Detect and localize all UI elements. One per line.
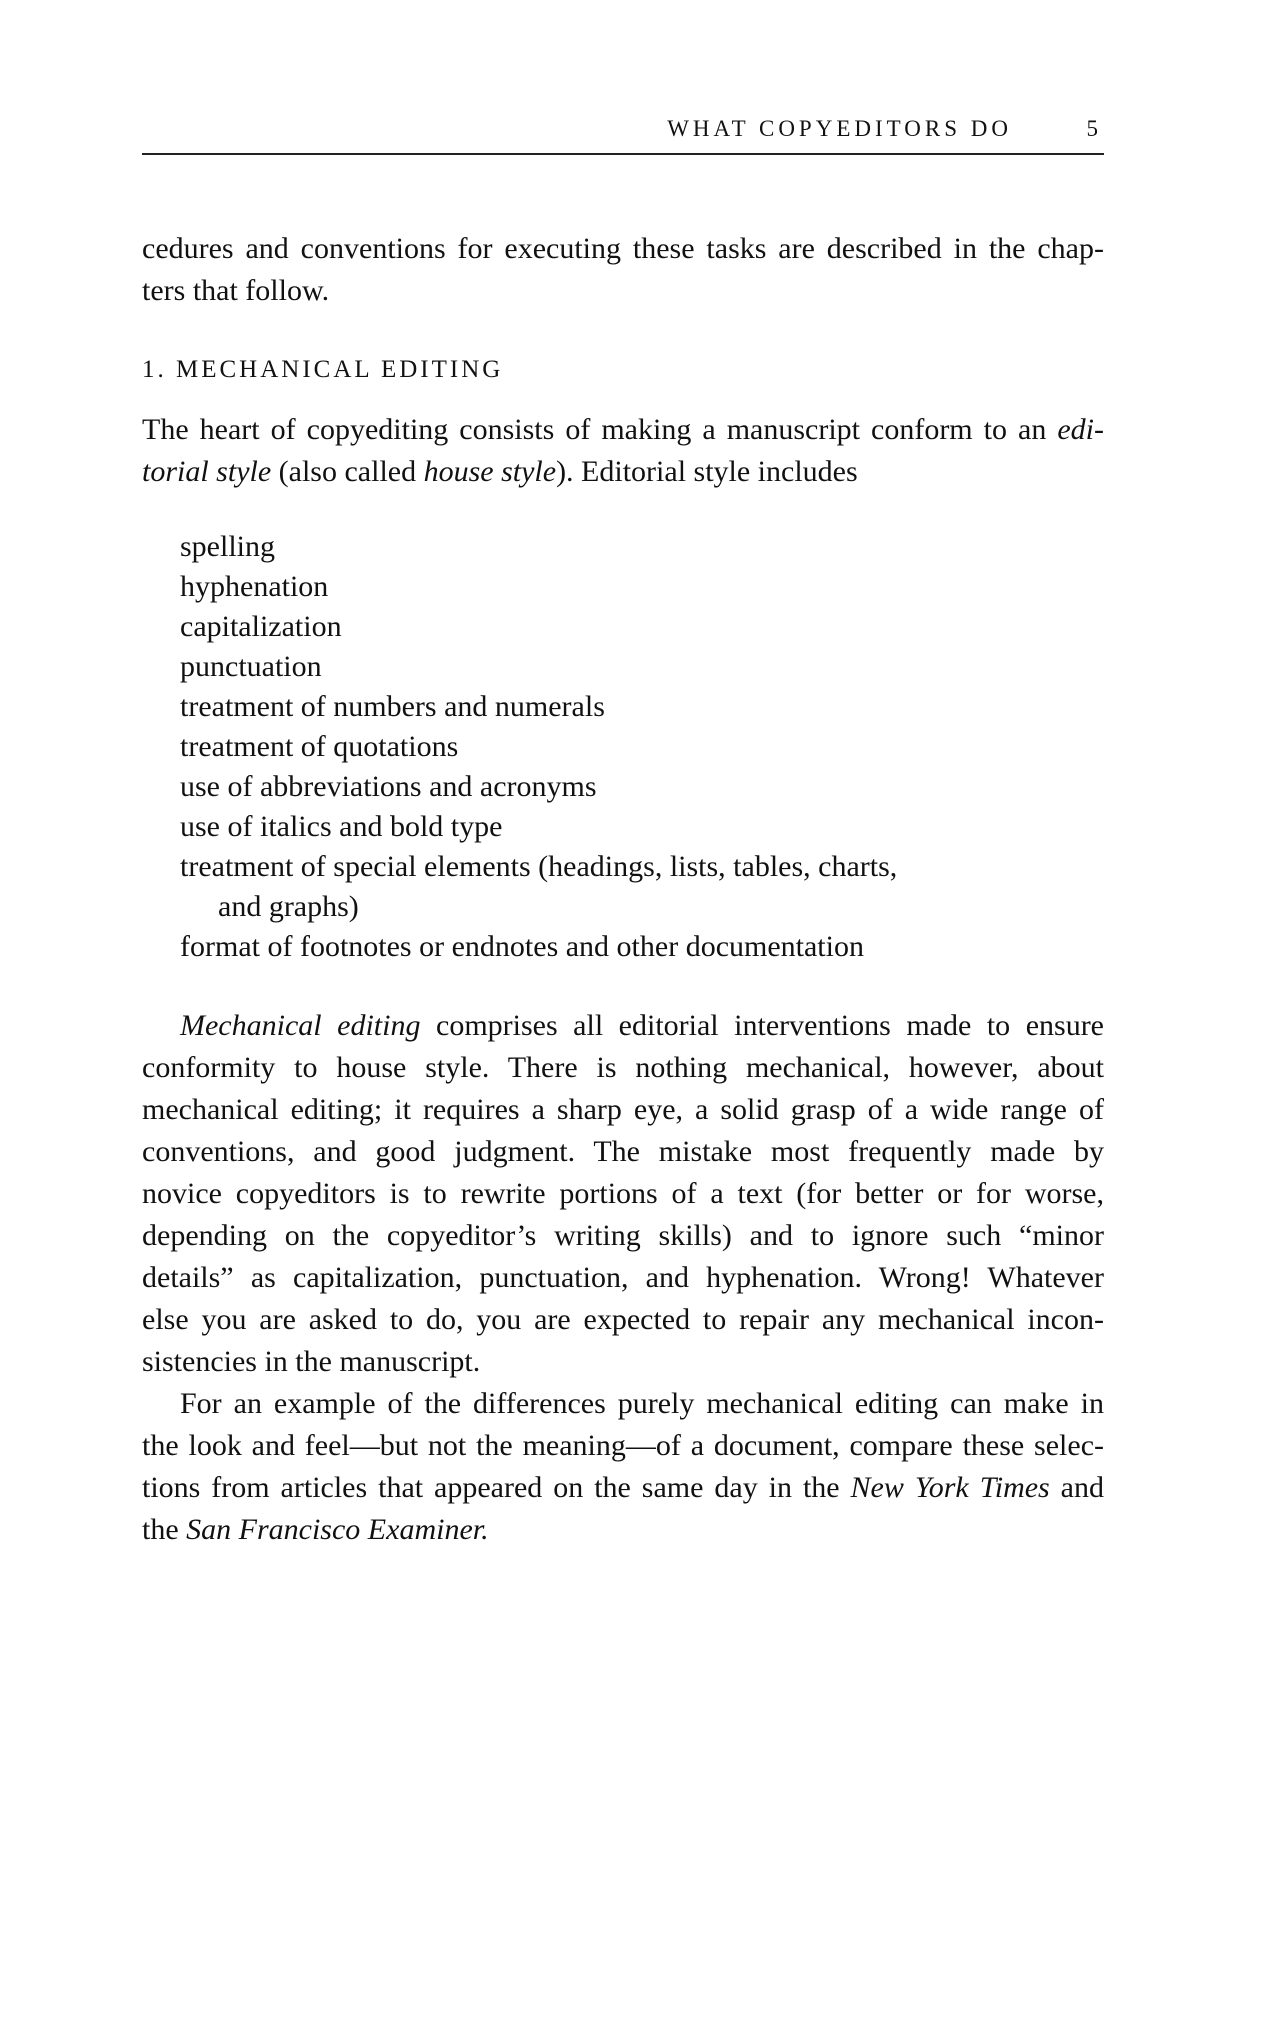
- paragraph-line: novice copyeditors is to rewrite portions of a text (for better or for worse,: [142, 1177, 1104, 1210]
- paragraph-text: and: [1049, 1471, 1104, 1504]
- intro-line-1: cedures and conventions for executing these tasks are described in the chap-: [142, 232, 1104, 265]
- list-item: spelling: [180, 530, 275, 563]
- list-item: hyphenation: [180, 570, 329, 603]
- paragraph-line: [142, 1467, 1104, 1509]
- list-item: treatment of numbers and numerals: [180, 690, 605, 723]
- paragraph-text: the: [142, 1513, 187, 1546]
- book-page: [142, 0, 1104, 2025]
- header-rule: [142, 153, 1104, 155]
- style-paragraph-line-1: [142, 409, 1104, 451]
- style-paragraph-text: ). Editorial style includes: [556, 455, 858, 488]
- style-paragraph-italic: house style: [423, 455, 557, 488]
- paragraph-line: For an example of the differences purely mechanical editing can make in: [180, 1387, 1104, 1420]
- paragraph-line: else you are asked to do, you are expected to repair any mechanical incon-: [142, 1303, 1104, 1336]
- style-paragraph-text: (also called: [271, 455, 424, 488]
- paragraph-line: conformity to house style. There is nothing mechanical, however, about: [142, 1051, 1104, 1084]
- paragraph-line: sistencies in the manuscript.: [142, 1345, 481, 1378]
- mechanical-editing-paragraph: [142, 1005, 1104, 1383]
- list-item: use of italics and bold type: [180, 810, 503, 843]
- running-head: [142, 109, 1104, 149]
- paragraph-line: the look and feel—but not the meaning—of a document, compare these selec-: [142, 1429, 1104, 1462]
- intro-paragraph: [142, 228, 1104, 312]
- newspaper-title-italic: San Francisco Examiner.: [186, 1513, 489, 1546]
- paragraph-line: conventions, and good judgment. The mistake most frequently made by: [142, 1135, 1104, 1168]
- page-number: 5: [1086, 116, 1098, 141]
- paragraph-line: mechanical editing; it requires a sharp eye, a solid grasp of a wide range of: [142, 1093, 1104, 1126]
- paragraph-line: depending on the copyeditor’s writing skills) and to ignore such “minor: [142, 1219, 1104, 1252]
- list-item: format of footnotes or endnotes and other documentation: [180, 930, 864, 963]
- list-item: punctuation: [180, 650, 322, 683]
- newspaper-title-italic: New York Times: [850, 1471, 1050, 1504]
- running-head-title: WHAT COPYEDITORS DO: [667, 116, 1012, 141]
- list-item: capitalization: [180, 610, 342, 643]
- term-italic: Mechanical editing: [180, 1009, 421, 1042]
- style-paragraph-text: The heart of copyediting consists of making a manuscript conform to an: [142, 413, 1058, 446]
- paragraph-text: tions from articles that appeared on the same day in the: [142, 1471, 851, 1504]
- list-item-continuation: and graphs): [218, 890, 359, 923]
- list-item: use of abbreviations and acronyms: [180, 770, 597, 803]
- paragraph-line: details” as capitalization, punctuation, and hyphenation. Wrong! Whatever: [142, 1261, 1104, 1294]
- list-item: treatment of special elements (headings, lists, tables, charts,: [180, 850, 898, 883]
- editorial-style-list: [180, 527, 897, 967]
- paragraph-text: comprises all editorial interventions made to ensure: [420, 1009, 1104, 1042]
- list-item: treatment of quotations: [180, 730, 459, 763]
- style-paragraph-line-2: [142, 451, 1104, 493]
- section-heading: 1. MECHANICAL EDITING: [142, 356, 504, 383]
- intro-line-2: ters that follow.: [142, 274, 330, 307]
- example-paragraph: [142, 1383, 1104, 1551]
- style-paragraph-italic: edi-: [1057, 413, 1104, 446]
- paragraph-line: [142, 1005, 1104, 1047]
- style-paragraph: [142, 409, 1104, 493]
- style-paragraph-italic: torial style: [142, 455, 272, 488]
- paragraph-line: [142, 1509, 1104, 1551]
